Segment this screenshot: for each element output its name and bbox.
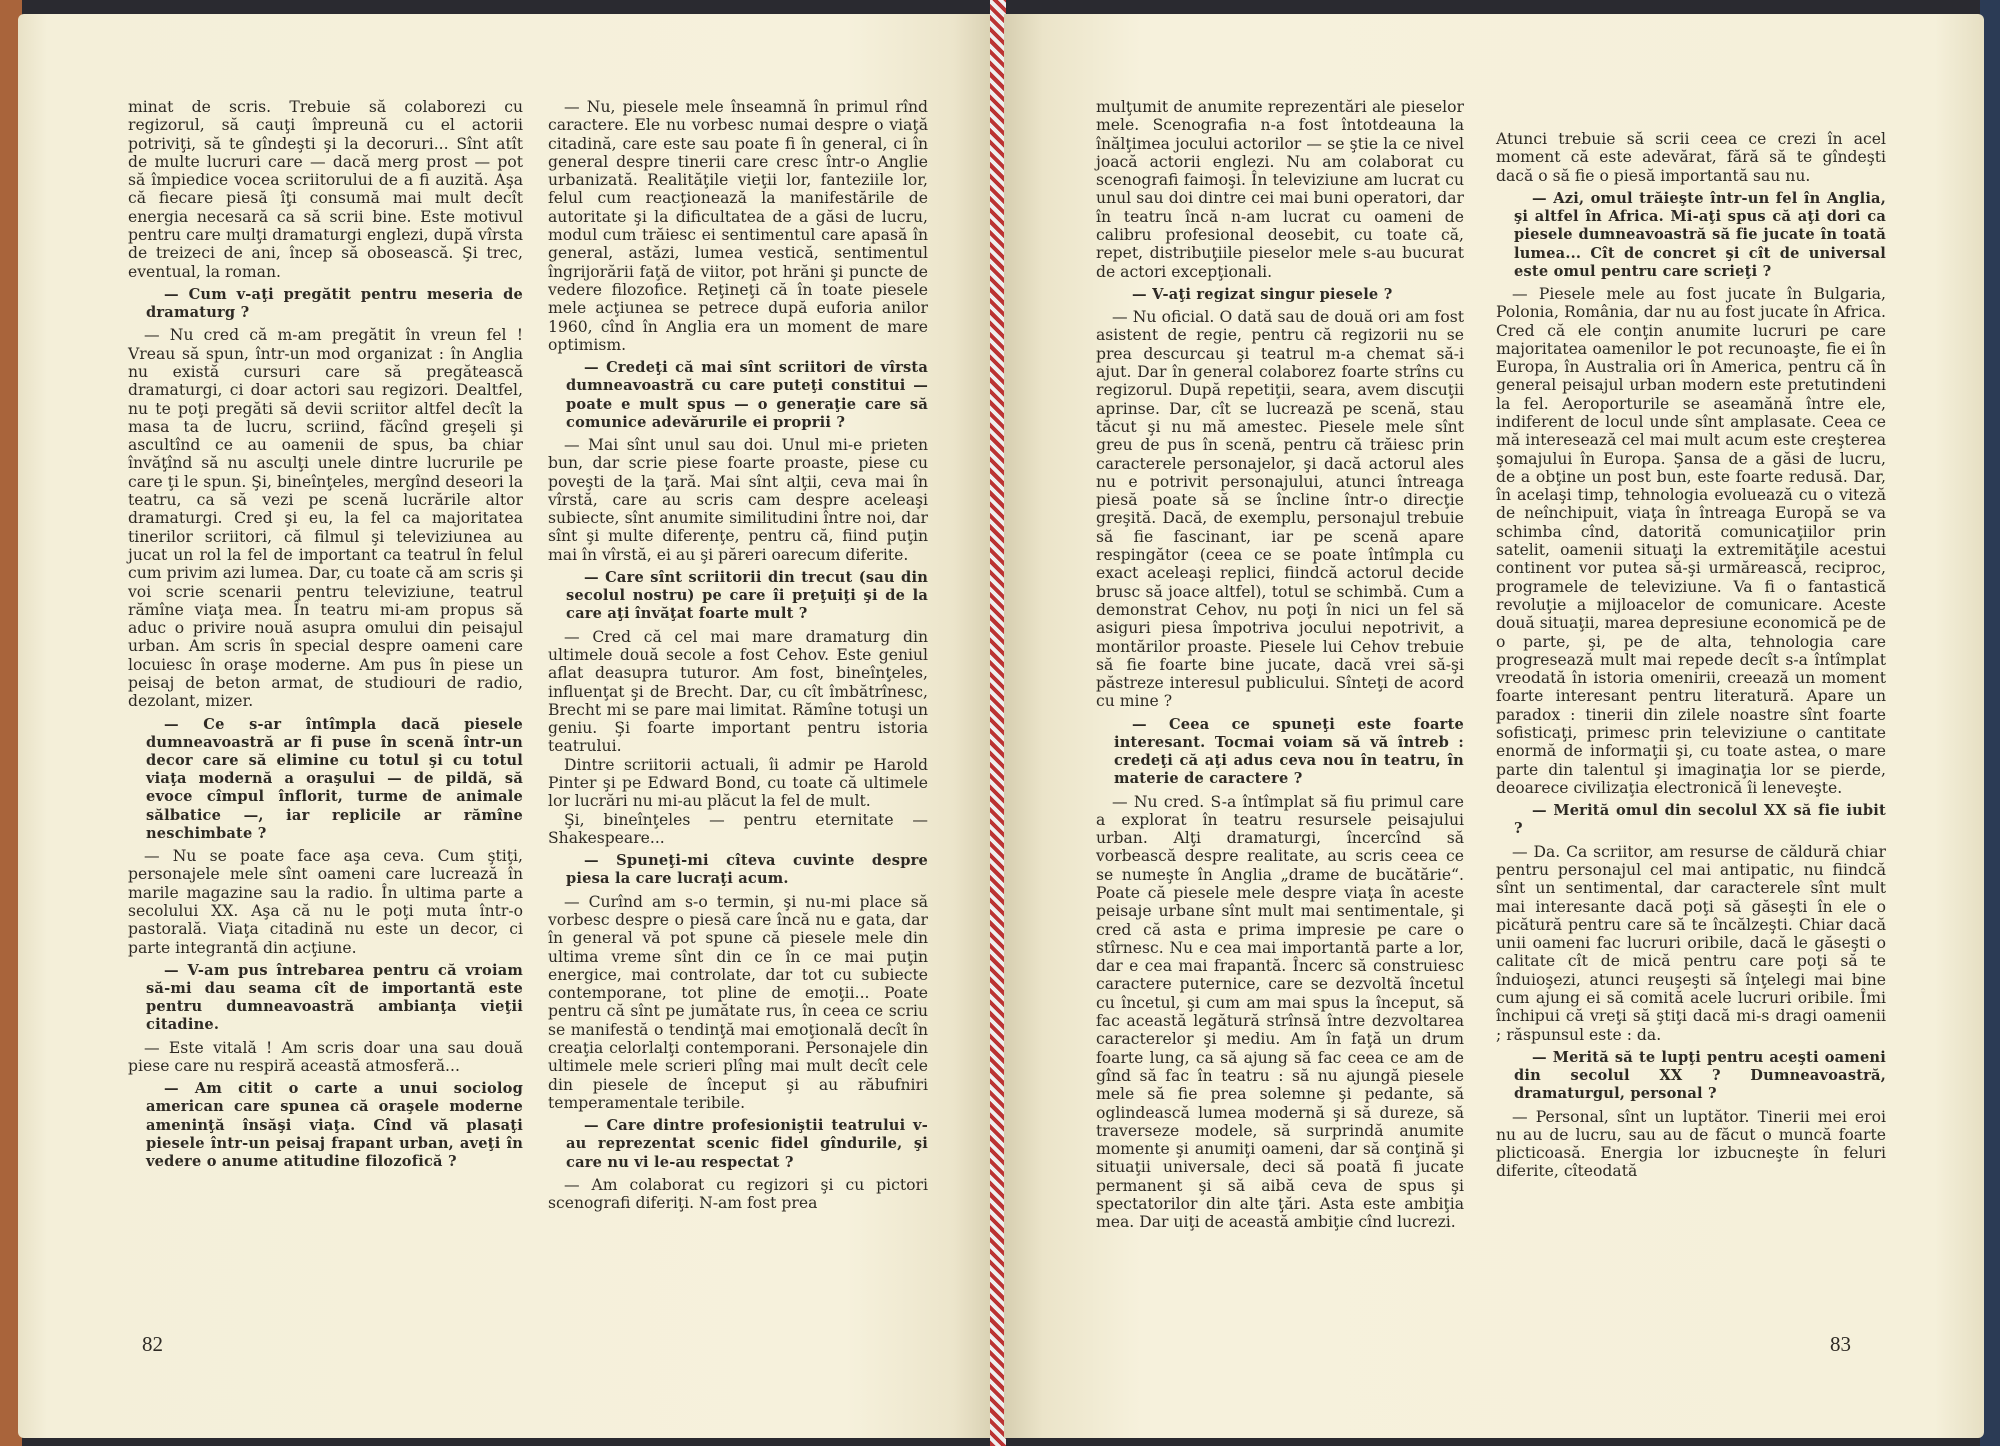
interview-question: — Care sînt scriitorii din trecut (sau din secolul nostru) pe care îi preţuiţi şi de la care aţi învăţat foarte mult ? xyxy=(566,569,928,623)
left-page-column-1 xyxy=(128,98,523,1175)
interview-question: — Azi, omul trăieşte într-un fel în Anglia, şi altfel în Africa. Mi-aţi spus că aţi dori ca piesele dumneavoastră să fie jucate în toată lumea... Cît de concret şi cît de universal este omul pentru care scrieţi ? xyxy=(1514,189,1886,280)
interview-paragraph: minat de scris. Trebuie să colaborezi cu regizorul, să cauţi împreună cu el actorii potriviţi, să te gîndeşti şi la decoruri... Sînt atît de multe lucruri care — dacă merg prost — pot să împiedice vocea scriitorului de a fi auzită. Aşa că fiecare piesă îţi consumă mai mult decît energia necesară ca să scrii bine. Este motivul pentru care mulţi dramaturgi englezi, după vîrsta de treizeci de ani, încep să obosească. Şi trec, eventual, la roman. xyxy=(128,98,523,281)
interview-paragraph: — Cred că cel mai mare dramaturg din ultimele două secole a fost Cehov. Este geniul aflat deasupra tuturor. Am fost, bineînţeles, influenţat şi de Brecht. Dar, cu cît îmbătrînesc, Brecht mi se pare mai limitat. Rămîne totuşi un geniu. Şi foarte important pentru istoria teatrului. xyxy=(548,627,928,756)
left-page-column-2 xyxy=(548,98,928,1212)
interview-paragraph: — Nu oficial. O dată sau de două ori am fost asistent de regie, pentru că regizorii nu se prea descurcau şi teatrul m-a chemat să-i ajut. Dar în general colaborez foarte strîns cu regizorul. După repetiţii, seara, avem discuţii aprinse. Dar, cît se lucrează pe scenă, stau tăcut şi nu mă amestec. Piesele mele sînt greu de pus în scenă, pentru că trăiesc prin caracterele personajelor, şi dacă actorul ales nu e potrivit personajului, atunci întreaga piesă poate să se încline într-o direcţie greşită. Dacă, de exemplu, personajul trebuie să fie fascinant, iar pe scenă apare respingător (ceea ce se poate întîmpla cu exact aceleaşi replici, fiindcă actorul decide brusc să joace altfel), totul se schimbă. Cum a demonstrat Cehov, nu poţi în nici un fel să asiguri piesa împotriva jocului nepotrivit, a montărilor proaste. Piesele lui Cehov trebuie să fie foarte bine jucate, dacă vrei să-şi păstreze interesul publicului. Sînteţi de acord cu mine ? xyxy=(1096,308,1464,711)
interview-question: — Credeţi că mai sînt scriitori de vîrsta dumneavoastră cu care puteţi constitui — poate e mult spus — o generaţie care să comunice adevărurile ei proprii ? xyxy=(566,359,928,431)
page-number-right: 83 xyxy=(1830,1332,1851,1356)
interview-paragraph: — Mai sînt unul sau doi. Unul mi-e prieten bun, dar scrie piese foarte proaste, piese cu poveşti de la ţară. Mai sînt alţii, ceva mai în vîrstă, care au scris cam despre aceleaşi subiecte, sînt anumite similitudini între noi, dar sînt şi multe diferenţe, pentru că, fiind puţin mai în vîrstă, ei au şi păreri oarecum diferite. xyxy=(548,435,928,564)
interview-paragraph: — Nu cred. S-a întîmplat să fiu primul care a explorat în teatru resursele peisajului urban. Alţi dramaturgi, încercînd să vorbească despre realitate, au scris ceea ce se numeşte în Anglia „drame de bucătărie“. Poate că piesele mele despre viaţa în aceste peisaje urbane sînt mult mai sentimentale, şi cred că asta e prima impresie pe care o stîrnesc. Nu e cea mai importantă parte a lor, dar e cea mai frapantă. Încerc să construiesc caractere puternice, care se dezvoltă încetul cu încetul, şi cum am mai spus la început, să fac această legătură strînsă între dezvoltarea caracterelor şi mediu. Am în faţă un drum foarte lung, ca să ajung să fac ceea ce am de gînd să fac în teatru : să nu ajungă piesele mele să fie prea solemne şi pedante, să oglindească lumea modernă şi să dureze, să traverseze modele, să surprindă anumite momente şi anumiţi oameni, dar să conţină şi situaţii universale, deci să poată fi jucate permanent şi să aibă ceva de spus şi spectatorilor din alte ţări. Asta este ambiţia mea. Dar uiţi de această ambiţie cînd lucrezi. xyxy=(1096,792,1464,1232)
interview-paragraph: — Curînd am s-o termin, şi nu-mi place să vorbesc despre o piesă care încă nu e gata, dar în general vă pot spune că piesele mele din ultima vreme sînt din ce în ce mai puţin energice, mai controlate, dar tot cu subiecte contemporane, tot pline de emoţii... Poate pentru că sînt pe jumătate rus, în ceea ce scriu se manifestă o tendinţă mai emoţională decît în creaţia celorlalţi contemporani. Personajele din ultimele mele scrieri plîng mai mult decît cele din piesele de început şi au răbufniri temperamentale teribile. xyxy=(548,892,928,1112)
interview-question: — Care dintre profesioniştii teatrului v-au reprezentat scenic fidel gîndurile, şi care nu vi le-au respectat ? xyxy=(566,1117,928,1171)
interview-paragraph: mulţumit de anumite reprezentări ale pieselor mele. Scenografia n-a fost întotdeauna la înălţimea jocului actorilor — se ştie la ce nivel joacă actorii englezi. Nu am colaborat cu scenografi faimoşi. În televiziune am lucrat cu unul sau doi dintre cei mai buni operatori, dar în teatru încă n-am lucrat cu oameni de calibru profesional deosebit, cu toate că, repet, distribuţiile pieselor mele s-au bucurat de actori excepţionali. xyxy=(1096,98,1464,281)
right-page-column-1 xyxy=(1096,98,1464,1232)
interview-paragraph: Atunci trebuie să scrii ceea ce crezi în acel moment că este adevărat, fără să te gîndeşti dacă o să fie o piesă importantă sau nu. xyxy=(1496,130,1886,185)
interview-paragraph: — Piesele mele au fost jucate în Bulgaria, Polonia, România, dar nu au fost jucate în Africa. Cred că ele conţin anumite lucruri pe care majoritatea oamenilor le pot recunoaşte, fie ei în Europa, în Australia ori în America, pentru că în general peisajul urban modern este pretutindeni la fel. Aeroporturile se aseamănă între ele, indiferent de locul unde sînt amplasate. Ceea ce mă interesează cel mai mult acum este creşterea şomajului în Europa. Şansa de a găsi de lucru, de a obţine un post bun, este foarte redusă. Dar, în acelaşi timp, tehnologia evoluează cu o viteză de neînchipuit, viaţa în întreaga Europă se va schimba cînd, datorită comunicaţiilor prin satelit, oamenii situaţi la extremităţile acestui continent vor putea să-şi urmărească, reciproc, programele de televiziune. Va fi o fantastică revoluţie a mijloacelor de comunicare. Aceste două situaţii, marea depresiune economică pe de o parte, şi, pe de alta, tehnologia care progresează mult mai repede decît s-a întîmplat vreodată în istoria omenirii, creează un moment foarte interesant pentru literatură. Apare un paradox : tinerii din zilele noastre sînt foarte sofisticaţi, primesc prin televiziune o cantitate enormă de informaţii şi, cu toate astea, o mare parte din talentul şi imaginaţia lor se pierde, deoarece civilizaţia electronică îi leneveşte. xyxy=(1496,284,1886,797)
left-page xyxy=(18,14,992,1438)
interview-question: — Am citit o carte a unui sociolog american care spunea că oraşele moderne ameninţă însăşi viaţa. Cînd vă plasaţi piesele într-un peisaj frapant urban, aveţi în vedere o anume atitudine filozofică ? xyxy=(146,1080,523,1171)
page-number-left: 82 xyxy=(142,1332,163,1356)
interview-paragraph: — Nu, piesele mele înseamnă în primul rînd caractere. Ele nu vorbesc numai despre o viaţă citadină, care este sau poate fi în general, ci în general despre tinerii care cresc într-o Anglie urbanizată. Realităţile vieţii lor, fanteziile lor, felul cum reacţionează la manifestările de autoritate şi la dificultatea de a găsi de lucru, modul cum trăiesc ei sentimentul care apasă în general, astăzi, lumea vestică, sentimentul îngrijorării faţă de viitor, pot hrăni şi puncte de vedere filozofice. Reţineţi că în toate piesele mele acţiunea se petrece după euforia anilor 1960, cînd în Anglia era un moment de mare optimism. xyxy=(548,98,928,354)
interview-paragraph: Şi, bineînţeles — pentru eternitate — Shakespeare... xyxy=(548,810,928,847)
interview-paragraph: Dintre scriitorii actuali, îi admir pe Harold Pinter şi pe Edward Bond, cu toate că ultimele lor lucrări nu mi-au plăcut la fel de mult. xyxy=(548,755,928,811)
interview-question: — Merită omul din secolul XX să fie iubit ? xyxy=(1514,802,1886,838)
interview-paragraph: — Nu se poate face aşa ceva. Cum ştiţi, personajele mele sînt oameni care lucrează în marile magazine sau la radio. În ultima parte a secolului XX. Aşa că nu le poţi muta într-o pastorală. Viaţa citadină nu este un decor, ci parte integrantă din acţiune. xyxy=(128,847,523,957)
interview-paragraph: — Personal, sînt un luptător. Tinerii mei eroi nu au de lucru, sau au de făcut o muncă foarte plicticoasă. Energia lor izbucneşte în feluri diferite, cîteodată xyxy=(1496,1107,1886,1181)
interview-question: — Ceea ce spuneţi este foarte interesant. Tocmai voiam să vă întreb : credeţi că aţi adus ceva nou în teatru, în materie de caractere ? xyxy=(1114,715,1464,788)
right-page xyxy=(1004,14,1984,1438)
interview-paragraph: — Am colaborat cu regizori şi cu pictori scenografi diferiţi. N-am fost prea xyxy=(548,1175,928,1213)
right-page-column-2 xyxy=(1496,130,1886,1181)
interview-paragraph: — Da. Ca scriitor, am resurse de căldură chiar pentru personajul cel mai antipatic, nu fiindcă sînt un sentimental, dar caracterele sînt mult mai interesante dacă poţi să găseşti în ele o picătură pentru care să te încălzeşti. Chiar dacă unii oameni fac lucruri oribile, dacă le găseşti o calitate cît de mică pentru care poţi să te înduioşezi, atunci reuşeşti să înţelegi mai bine cum ajung ei să comită acele lucruri oribile. Îmi închipui că vreţi să ştiţi dacă mi-s dragi oamenii ; răspunsul este : da. xyxy=(1496,842,1886,1044)
interview-question: — Spuneţi-mi cîteva cuvinte despre piesa la care lucraţi acum. xyxy=(566,852,928,888)
interview-paragraph: — Este vitală ! Am scris doar una sau două piese care nu respiră această atmosferă... xyxy=(128,1038,523,1075)
interview-question: — Merită să te lupţi pentru aceşti oameni din secolul XX ? Dumneavoastră, dramaturgul, personal ? xyxy=(1514,1048,1886,1103)
interview-question: — V-aţi regizat singur piesele ? xyxy=(1132,285,1393,303)
interview-question: — V-am pus întrebarea pentru că vroiam să-mi dau seama cît de importantă este pentru dumneavoastră ambianţa vieţii citadine. xyxy=(146,961,523,1034)
interview-question: — Ce s-ar întîmpla dacă piesele dumneavoastră ar fi puse în scenă într-un decor care să elimine cu totul şi cu totul viaţa modernă a oraşului — de pildă, să evoce cîmpul înflorit, turme de animale sălbatice —, iar replicile ar rămîne neschimbate ? xyxy=(146,715,523,842)
interview-question: — Cum v-aţi pregătit pentru meseria de dramaturg ? xyxy=(146,285,523,322)
interview-paragraph: — Nu cred că m-am pregătit în vreun fel ! Vreau să spun, într-un mod organizat : în Anglia nu există cursuri care să pregătească dramaturgi, ci doar actori sau regizori. Dealtfel, nu te poţi pregăti să devii scriitor altfel decît la masa ta de lucru, scriind, făcînd greşeli şi ascultînd ce au oamenii de spus, ba chiar învăţînd să nu asculţi unele dintre lucrurile pe care ţi le spun. Şi, bineînţeles, mergînd deseori la teatru, ca să vezi pe scenă lucrările altor dramaturgi. Cred şi eu, la fel ca majoritatea tinerilor scriitori, că filmul şi televiziunea au jucat un rol la fel de important ca teatrul în felul cum privim azi lumea. Dar, cu toate că am scris şi voi scrie scenarii pentru televiziune, teatrul rămîne viaţa mea. În teatru mi-am propus să aduc o privire nouă asupra omului din peisajul urban. Am scris în special despre oameni care locuiesc în oraşe moderne. Am pus în piese un peisaj de beton armat, de studiouri de radio, dezolant, mizer. xyxy=(128,326,523,711)
